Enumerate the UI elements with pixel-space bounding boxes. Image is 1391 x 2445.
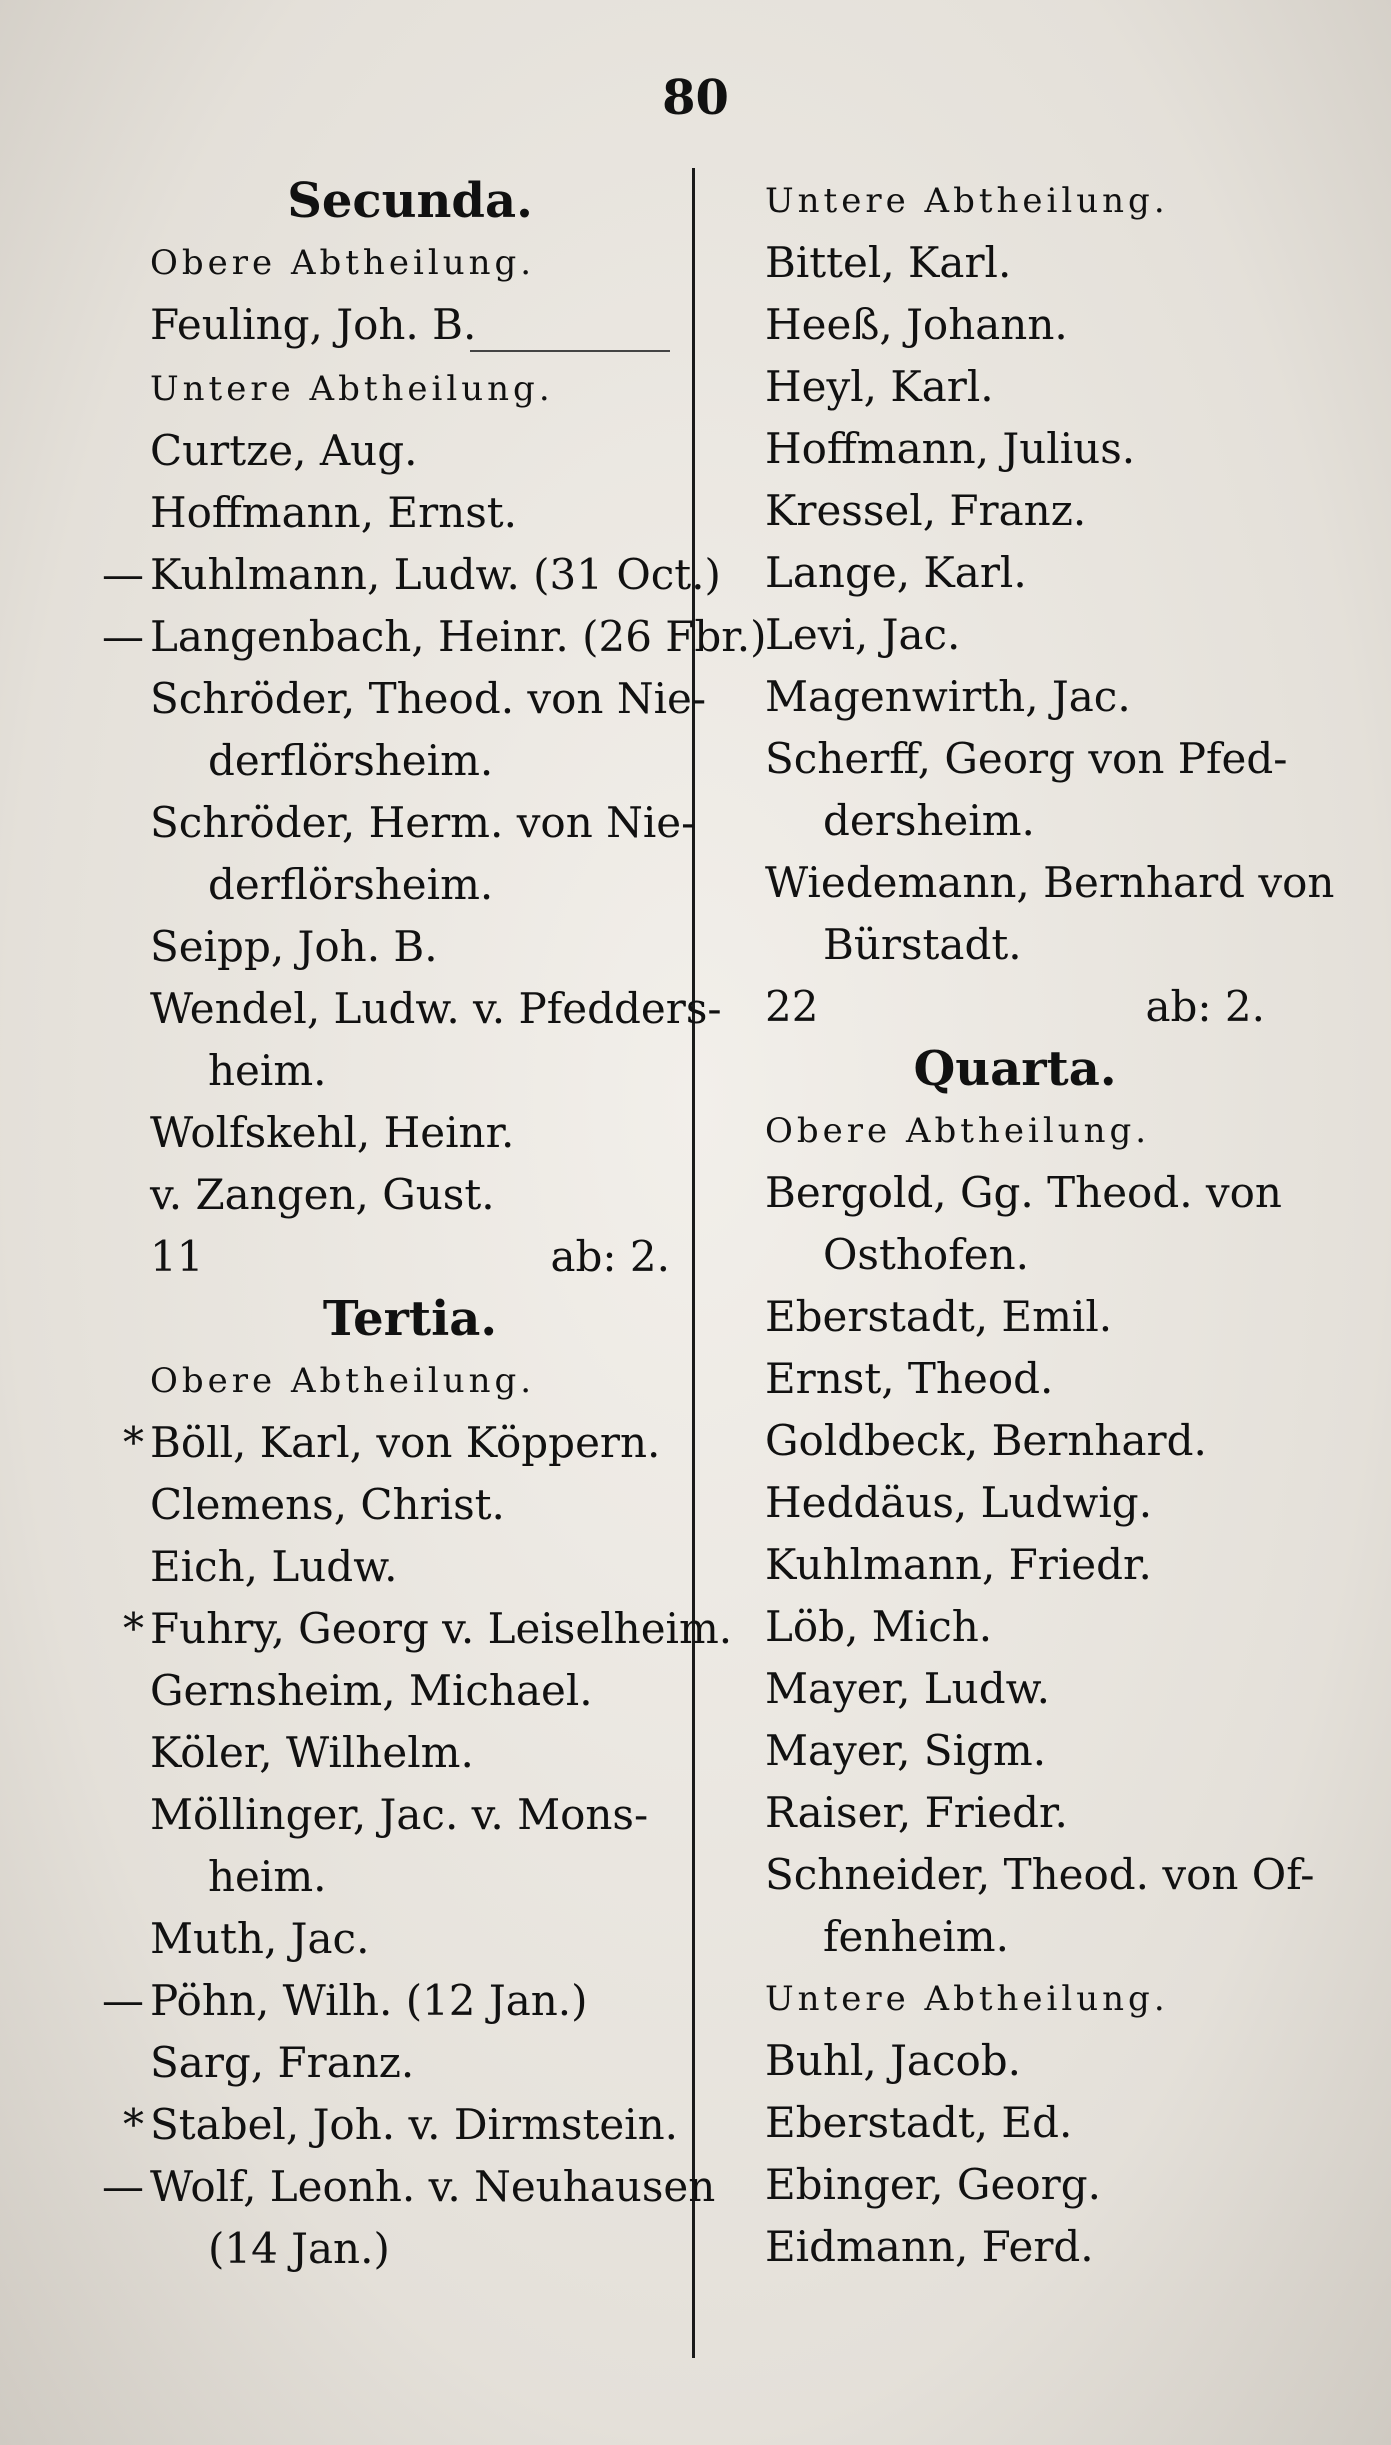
student-name: Feuling, Joh. B. — [150, 300, 477, 349]
student-name: Magenwirth, Jac. — [765, 672, 1131, 721]
student-entry — [765, 1162, 1282, 1224]
student-name: Bergold, Gg. Theod. von — [765, 1168, 1282, 1217]
division-heading: Obere Abtheilung. — [765, 1111, 1151, 1151]
left-column — [102, 170, 767, 2280]
student-name: Bittel, Karl. — [765, 238, 1012, 287]
student-name: Curtze, Aug. — [150, 426, 418, 475]
student-name: Pöhn, Wilh. (12 Jan.) — [150, 1976, 588, 2025]
student-name: Bürstadt. — [823, 920, 1022, 969]
student-name: Heddäus, Ludwig. — [765, 1478, 1153, 1527]
student-name: Clemens, Christ. — [150, 1480, 505, 1529]
student-entry-continuation — [765, 790, 1265, 852]
student-entry — [102, 544, 721, 606]
student-entry — [765, 356, 1265, 418]
student-entry — [150, 294, 670, 356]
student-name: Heeß, Johann. — [765, 300, 1068, 349]
student-entry-continuation — [150, 854, 670, 916]
student-entry — [150, 1660, 670, 1722]
student-entry — [150, 482, 670, 544]
student-name: Muth, Jac. — [150, 1914, 370, 1963]
student-name: Kuhlmann, Friedr. — [765, 1540, 1152, 1589]
student-entry — [123, 1598, 733, 1660]
student-name: Mayer, Sigm. — [765, 1726, 1047, 1775]
student-entry — [150, 668, 707, 730]
student-entry — [765, 1286, 1265, 1348]
class-total — [150, 1226, 670, 1288]
student-entry — [765, 2154, 1265, 2216]
student-entry — [765, 604, 1265, 666]
student-name: Schröder, Theod. von Nie- — [150, 674, 707, 723]
departed-count: ab: 2. — [1145, 982, 1265, 1031]
student-entry — [765, 294, 1265, 356]
student-entry-continuation — [765, 1224, 1265, 1286]
student-name: Wolfskehl, Heinr. — [150, 1108, 515, 1157]
entry-mark: — — [102, 550, 144, 599]
student-entry — [150, 2032, 670, 2094]
student-name: Goldbeck, Bernhard. — [765, 1416, 1207, 1465]
student-name: fenheim. — [823, 1912, 1009, 1961]
division-heading: Obere Abtheilung. — [150, 1361, 536, 1401]
student-name: Wiedemann, Bernhard von — [765, 858, 1335, 907]
student-entry — [123, 1412, 670, 1474]
division-heading: Untere Abtheilung. — [150, 369, 554, 409]
student-entry — [765, 1410, 1265, 1472]
student-name: Fuhry, Georg v. Leiselheim. — [150, 1604, 733, 1653]
student-name: Seipp, Joh. B. — [150, 922, 438, 971]
student-entry-continuation — [150, 2218, 670, 2280]
student-entry — [765, 2092, 1265, 2154]
student-name: Löb, Mich. — [765, 1602, 993, 1651]
column-divider — [692, 168, 695, 2358]
student-name: derflörsheim. — [208, 736, 494, 785]
student-name: Lange, Karl. — [765, 548, 1027, 597]
student-name: Köler, Wilhelm. — [150, 1728, 474, 1777]
student-entry — [150, 978, 722, 1040]
total-count: 11 — [150, 1232, 204, 1281]
student-name: Scherff, Georg von Pfed- — [765, 734, 1288, 783]
class-heading: Secunda. — [287, 173, 533, 229]
student-name: Osthofen. — [823, 1230, 1030, 1279]
student-name: heim. — [208, 1046, 327, 1095]
student-name: Eich, Ludw. — [150, 1542, 398, 1591]
student-name: Wolf, Leonh. v. Neuhausen — [150, 2162, 716, 2211]
student-name: Wendel, Ludw. v. Pfedders- — [150, 984, 722, 1033]
class-heading: Quarta. — [913, 1041, 1117, 1097]
student-name: Heyl, Karl. — [765, 362, 994, 411]
student-name: Raiser, Friedr. — [765, 1788, 1068, 1837]
division-heading: Obere Abtheilung. — [150, 243, 536, 283]
student-name: Levi, Jac. — [765, 610, 961, 659]
student-name: Eberstadt, Emil. — [765, 1292, 1113, 1341]
student-name: Eberstadt, Ed. — [765, 2098, 1073, 2147]
student-entry-continuation — [150, 730, 670, 792]
student-entry — [150, 1908, 670, 1970]
student-entry — [102, 606, 767, 668]
student-entry — [150, 1474, 670, 1536]
student-entry — [150, 420, 670, 482]
student-entry — [765, 1534, 1265, 1596]
entry-mark: * — [123, 1604, 144, 1653]
student-entry — [765, 1782, 1265, 1844]
total-count: 22 — [765, 982, 819, 1031]
student-name: derflörsheim. — [208, 860, 494, 909]
student-entry — [150, 1722, 670, 1784]
entry-mark: — — [102, 2162, 144, 2211]
student-entry — [765, 1348, 1265, 1410]
class-heading: Tertia. — [322, 1291, 498, 1347]
entry-mark: * — [123, 1418, 144, 1467]
student-entry — [150, 1784, 670, 1846]
student-entry — [765, 480, 1265, 542]
class-total — [765, 976, 1265, 1038]
student-entry — [765, 852, 1335, 914]
page-number: 80 — [662, 70, 729, 126]
student-entry — [150, 916, 670, 978]
student-name: Kuhlmann, Ludw. (31 Oct.) — [150, 550, 721, 599]
student-entry — [150, 1164, 670, 1226]
student-entry — [765, 2216, 1265, 2278]
student-name: heim. — [208, 1852, 327, 1901]
student-name: Böll, Karl, von Köppern. — [150, 1418, 661, 1467]
student-name: Hoffmann, Ernst. — [150, 488, 517, 537]
student-name: v. Zangen, Gust. — [150, 1170, 495, 1219]
student-name: Schneider, Theod. von Of- — [765, 1850, 1315, 1899]
student-entry — [765, 1596, 1265, 1658]
student-entry — [765, 418, 1265, 480]
student-entry — [765, 232, 1265, 294]
division-heading: Untere Abtheilung. — [765, 1979, 1169, 2019]
entry-mark: * — [123, 2100, 144, 2149]
right-column — [765, 170, 1335, 2278]
student-name: Ebinger, Georg. — [765, 2160, 1101, 2209]
student-entry — [765, 1720, 1265, 1782]
student-entry — [765, 1844, 1315, 1906]
student-entry-continuation — [150, 1846, 670, 1908]
student-name: Stabel, Joh. v. Dirmstein. — [150, 2100, 679, 2149]
student-name: Mayer, Ludw. — [765, 1664, 1050, 1713]
entry-mark: — — [102, 1976, 144, 2025]
student-entry — [765, 1658, 1265, 1720]
student-name: Buhl, Jacob. — [765, 2036, 1022, 2085]
division-heading: Untere Abtheilung. — [765, 181, 1169, 221]
student-name: dersheim. — [823, 796, 1035, 845]
student-entry — [102, 2156, 716, 2218]
student-entry-continuation — [150, 1040, 670, 1102]
student-entry — [765, 728, 1288, 790]
student-entry — [123, 2094, 679, 2156]
student-entry-continuation — [765, 914, 1265, 976]
student-entry-continuation — [765, 1906, 1265, 1968]
student-name: Möllinger, Jac. v. Mons- — [150, 1790, 649, 1839]
student-name: Ernst, Theod. — [765, 1354, 1054, 1403]
student-entry — [150, 1536, 670, 1598]
student-entry — [102, 1970, 670, 2032]
student-entry — [765, 542, 1265, 604]
student-entry — [765, 666, 1265, 728]
student-name: Sarg, Franz. — [150, 2038, 415, 2087]
student-name: (14 Jan.) — [208, 2224, 390, 2273]
student-name: Kressel, Franz. — [765, 486, 1087, 535]
student-entry — [150, 792, 696, 854]
student-name: Schröder, Herm. von Nie- — [150, 798, 696, 847]
student-name: Gernsheim, Michael. — [150, 1666, 593, 1715]
student-name: Eidmann, Ferd. — [765, 2222, 1094, 2271]
student-entry — [765, 2030, 1265, 2092]
student-name: Langenbach, Heinr. (26 Fbr.) — [150, 612, 767, 661]
student-entry — [765, 1472, 1265, 1534]
student-name: Hoffmann, Julius. — [765, 424, 1136, 473]
entry-mark: — — [102, 612, 144, 661]
student-entry — [150, 1102, 670, 1164]
departed-count: ab: 2. — [550, 1232, 670, 1281]
